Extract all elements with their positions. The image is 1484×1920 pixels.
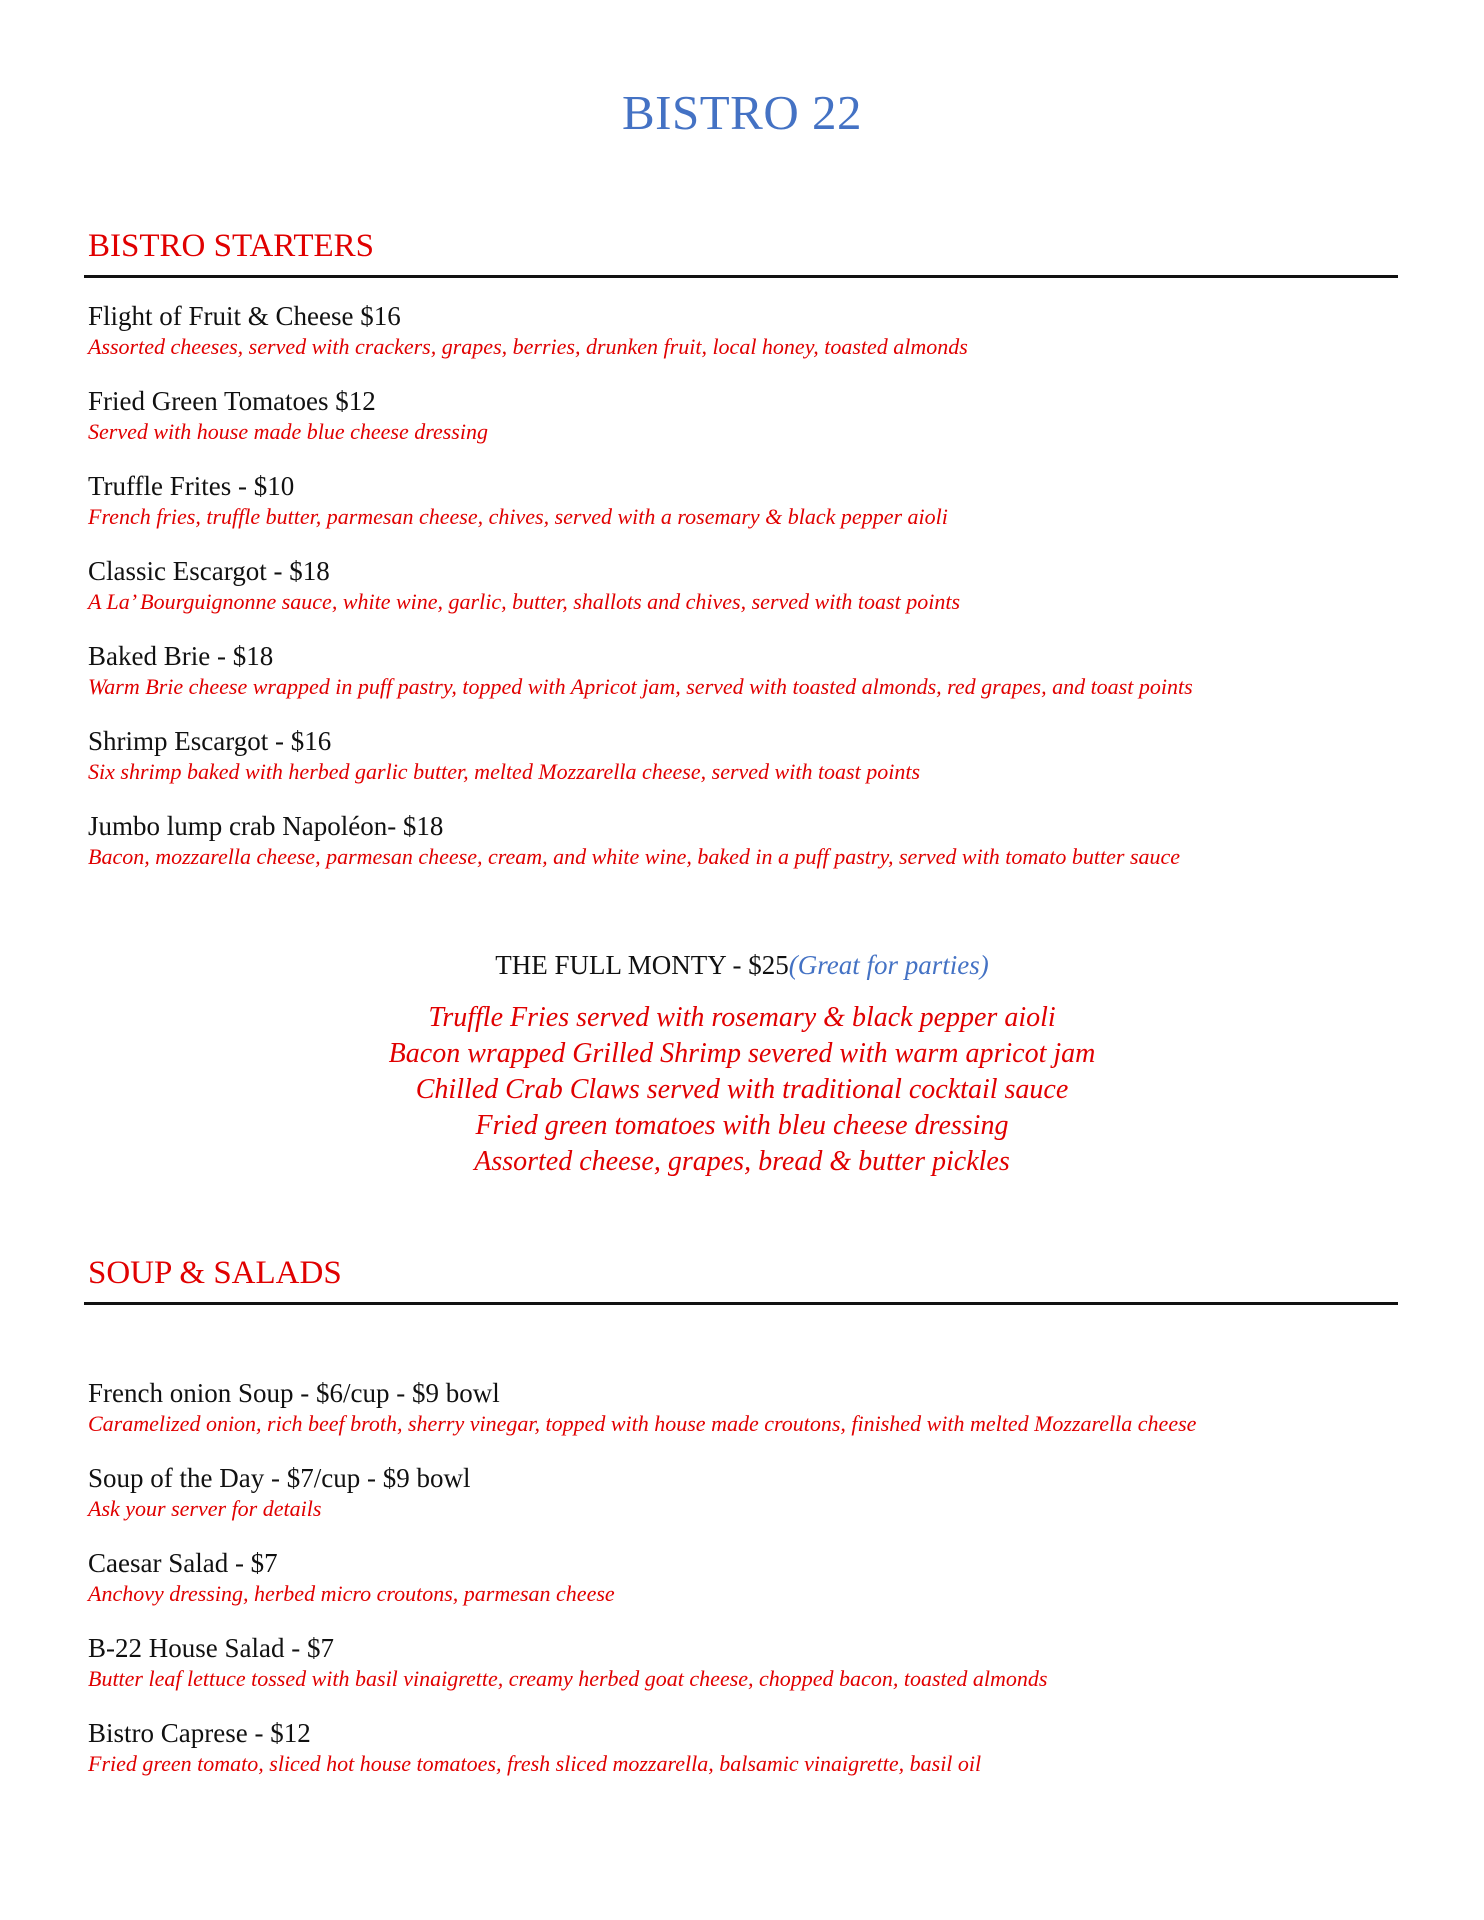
menu-item bbox=[84, 1376, 1398, 1461]
menu-item bbox=[84, 554, 1398, 639]
full-monty-list bbox=[0, 1000, 1484, 1180]
full-monty-line: Truffle Fries served with rosemary & black pepper aioli bbox=[428, 1002, 1056, 1033]
item-name: Fried Green Tomatoes $12 bbox=[88, 386, 376, 416]
menu-item bbox=[84, 1546, 1398, 1631]
soups-section bbox=[84, 1252, 1398, 1801]
item-description: Warm Brie cheese wrapped in puff pastry, topped with Apricot jam, served with toasted almonds, red grapes, and toast points bbox=[88, 674, 1193, 699]
item-description: Fried green tomato, sliced hot house tomatoes, fresh sliced mozzarella, balsamic vinaigrette, basil oil bbox=[88, 1751, 982, 1776]
item-description: Butter leaf lettuce tossed with basil vinaigrette, creamy herbed goat cheese, chopped bacon, toasted almonds bbox=[88, 1666, 1048, 1691]
menu-item bbox=[84, 384, 1398, 469]
page-title: BISTRO 22 bbox=[621, 85, 862, 140]
starters-heading: BISTRO STARTERS bbox=[88, 228, 375, 264]
item-name: French onion Soup - $6/cup - $9 bowl bbox=[88, 1378, 500, 1408]
item-name: Jumbo lump crab Napoléon- $18 bbox=[88, 811, 444, 841]
item-name: Flight of Fruit & Cheese $16 bbox=[88, 301, 401, 331]
item-description: Bacon, mozzarella cheese, parmesan cheese, cream, and white wine, baked in a puff pastry, served with tomato butter sauce bbox=[88, 844, 1181, 869]
item-name: Caesar Salad - $7 bbox=[88, 1548, 278, 1578]
item-description: Ask your server for details bbox=[88, 1496, 322, 1521]
soups-heading: SOUP & SALADS bbox=[88, 1255, 342, 1291]
menu-item bbox=[84, 469, 1398, 554]
soups-divider bbox=[84, 1302, 1398, 1305]
item-name: B-22 House Salad - $7 bbox=[88, 1633, 334, 1663]
item-description: A La’ Bourguignonne sauce, white wine, garlic, butter, shallots and chives, served with toast points bbox=[88, 589, 961, 614]
item-description: Served with house made blue cheese dressing bbox=[88, 419, 488, 444]
starters-divider bbox=[84, 275, 1398, 278]
item-name: Truffle Frites - $10 bbox=[88, 471, 295, 501]
menu-item bbox=[84, 809, 1398, 894]
item-name: Soup of the Day - $7/cup - $9 bowl bbox=[88, 1463, 471, 1493]
full-monty-title bbox=[0, 948, 1484, 982]
full-monty-line: Assorted cheese, grapes, bread & butter pickles bbox=[474, 1146, 1010, 1177]
menu-item bbox=[84, 1716, 1398, 1801]
item-name: Baked Brie - $18 bbox=[88, 641, 274, 671]
menu-item bbox=[84, 1461, 1398, 1546]
item-name: Bistro Caprese - $12 bbox=[88, 1718, 311, 1748]
item-name: Classic Escargot - $18 bbox=[88, 556, 330, 586]
full-monty-feature bbox=[0, 948, 1484, 1180]
item-name: Shrimp Escargot - $16 bbox=[88, 726, 332, 756]
full-monty-line: Bacon wrapped Grilled Shrimp severed with warm apricot jam bbox=[388, 1038, 1096, 1069]
item-description: Six shrimp baked with herbed garlic butter, melted Mozzarella cheese, served with toast points bbox=[88, 759, 921, 784]
starters-section bbox=[84, 225, 1398, 894]
full-monty-line: Fried green tomatoes with bleu cheese dressing bbox=[475, 1110, 1009, 1141]
full-monty-title-text: THE FULL MONTY - $25 bbox=[495, 950, 789, 980]
full-monty-note: (Great for parties) bbox=[788, 950, 989, 980]
starters-list bbox=[84, 299, 1398, 894]
menu-item bbox=[84, 1631, 1398, 1716]
menu-item bbox=[84, 299, 1398, 384]
menu-item bbox=[84, 724, 1398, 809]
item-description: Anchovy dressing, herbed micro croutons, parmesan cheese bbox=[88, 1581, 615, 1606]
menu-item bbox=[84, 639, 1398, 724]
full-monty-line: Chilled Crab Claws served with traditional cocktail sauce bbox=[415, 1074, 1069, 1105]
item-description: Caramelized onion, rich beef broth, sherry vinegar, topped with house made croutons, finished with melted Mozzarella cheese bbox=[88, 1411, 1197, 1436]
item-description: French fries, truffle butter, parmesan cheese, chives, served with a rosemary & black pepper aioli bbox=[88, 504, 948, 529]
soups-list bbox=[84, 1376, 1398, 1801]
item-description: Assorted cheeses, served with crackers, grapes, berries, drunken fruit, local honey, toasted almonds bbox=[88, 334, 968, 359]
